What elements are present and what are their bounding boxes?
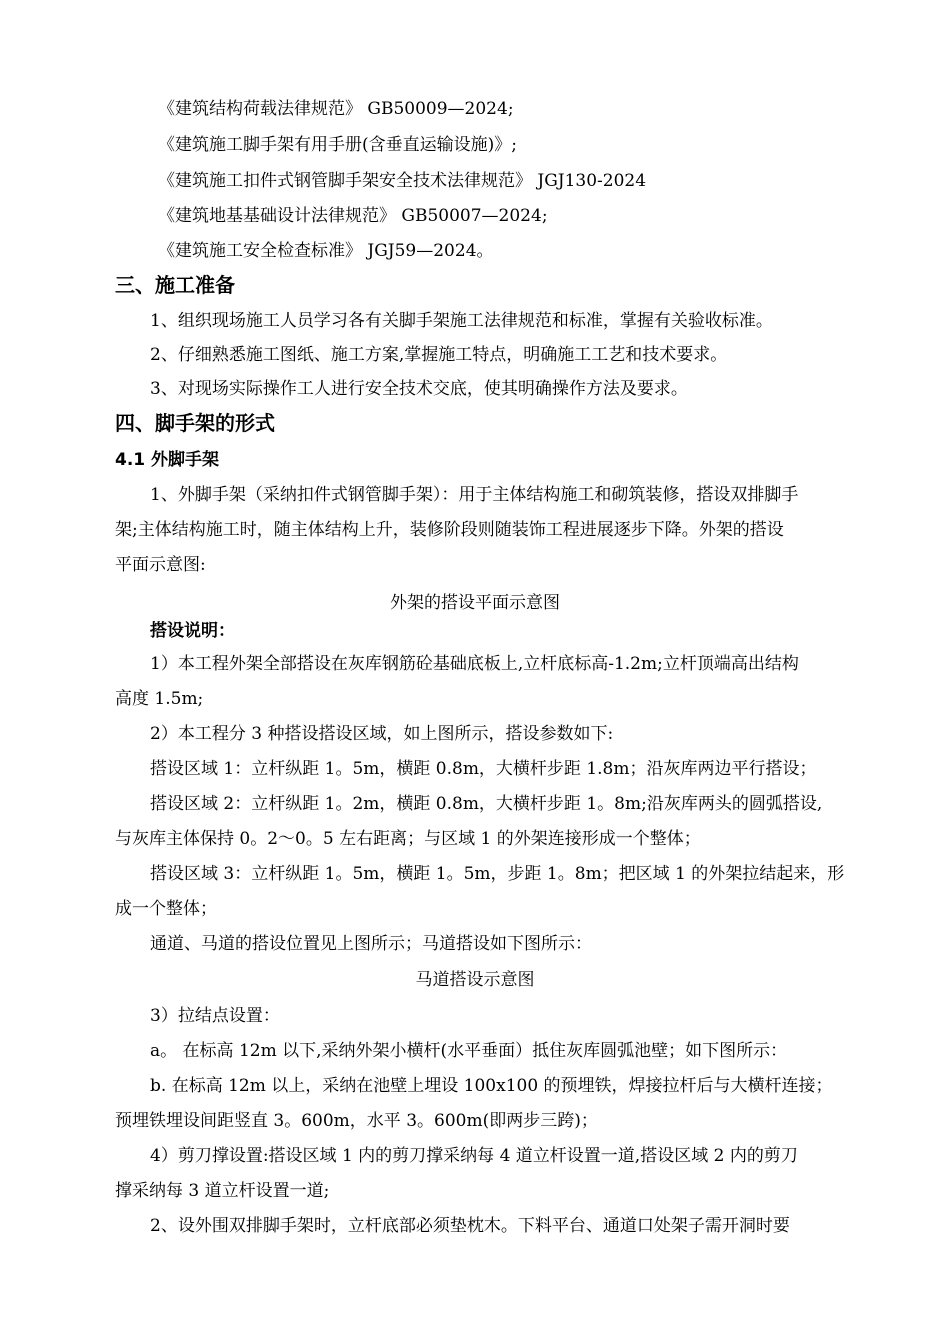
- figure-caption: 外架的搭设平面示意图: [390, 593, 560, 613]
- paragraph-line: b. 在标高 12m 以上，采纳在池壁上埋设 100x100 的预埋铁，焊接拉杆后与大横杆连接；: [150, 1076, 833, 1096]
- paragraph-line: 与灰库主体保持 0。2～0。5 左右距离；与区域 1 的外架连接形成一个整体；: [115, 829, 701, 849]
- paragraph-line: 2、设外围双排脚手架时，立杆底部必须垫枕木。下料平台、通道口处架子需开洞时要: [150, 1216, 790, 1236]
- paragraph-line: 通道、马道的搭设位置见上图所示；马道搭设如下图所示：: [150, 934, 592, 954]
- figure-caption: 马道搭设示意图: [415, 970, 535, 990]
- paragraph-line: 平面示意图:: [115, 555, 206, 575]
- paragraph-line: 预埋铁埋设间距竖直 3。600m，水平 3。600m(即两步三跨)；: [115, 1111, 598, 1131]
- subsection-heading: 4.1 外脚手架: [115, 450, 220, 470]
- paragraph-line: 1、组织现场施工人员学习各有关脚手架施工法律规范和标准，掌握有关验收标准。: [150, 311, 773, 331]
- reference-line: 《建筑地基基础设计法律规范》 GB50007—2024;: [158, 206, 548, 226]
- paragraph-line: 2）本工程分 3 种搭设搭设区域，如上图所示，搭设参数如下:: [150, 724, 614, 744]
- paragraph-line: 搭设区域 3：立杆纵距 1。5m，横距 1。5m，步距 1。8m；把区域 1 的外架拉结起来，形: [150, 864, 845, 884]
- paragraph-line: 1、外脚手架（采纳扣件式钢管脚手架）：用于主体结构施工和砌筑装修，搭设双排脚手: [150, 485, 799, 505]
- section-heading: 四、脚手架的形式: [115, 411, 275, 435]
- explain-heading: 搭设说明：: [150, 621, 235, 641]
- reference-line: 《建筑施工扣件式钢管脚手架安全技术法律规范》 JGJ130-2024: [158, 171, 647, 191]
- paragraph-line: 架;主体结构施工时，随主体结构上升，装修阶段则随装饰工程进展逐步下降。外架的搭设: [115, 520, 784, 540]
- paragraph-line: 搭设区域 1：立杆纵距 1。5m，横距 0.8m，大横杆步距 1.8m；沿灰库两边平行搭设；: [150, 759, 817, 779]
- paragraph-line: a。 在标高 12m 以下,采纳外架小横杆(水平垂面）抵住灰库圆弧池壁；如下图所示：: [150, 1041, 788, 1061]
- paragraph-line: 1）本工程外架全部搭设在灰库钢筋砼基础底板上,立杆底标高-1.2m;立杆顶端高出结构: [150, 654, 799, 674]
- paragraph-line: 搭设区域 2：立杆纵距 1。2m，横距 0.8m，大横杆步距 1。8m;沿灰库两头的圆弧搭设,: [150, 794, 823, 814]
- paragraph-line: 3）拉结点设置：: [150, 1006, 280, 1026]
- paragraph-line: 4）剪刀撑设置:搭设区域 1 内的剪刀撑采纳每 4 道立杆设置一道,搭设区域 2 内的剪刀: [150, 1146, 798, 1166]
- reference-line: 《建筑施工脚手架有用手册(含垂直运输设施)》;: [158, 135, 517, 155]
- reference-line: 《建筑结构荷载法律规范》 GB50009—2024;: [158, 99, 514, 119]
- paragraph-line: 成一个整体；: [115, 899, 217, 919]
- paragraph-line: 3、对现场实际操作工人进行安全技术交底，使其明确操作方法及要求。: [150, 379, 688, 399]
- paragraph-line: 撑采纳每 3 道立杆设置一道;: [115, 1181, 330, 1201]
- section-heading: 三、施工准备: [115, 273, 235, 297]
- paragraph-line: 2、仔细熟悉施工图纸、施工方案,掌握施工特点，明确施工工艺和技术要求。: [150, 345, 728, 365]
- paragraph-line: 高度 1.5m;: [115, 689, 204, 709]
- reference-line: 《建筑施工安全检查标准》 JGJ59—2024。: [158, 241, 494, 261]
